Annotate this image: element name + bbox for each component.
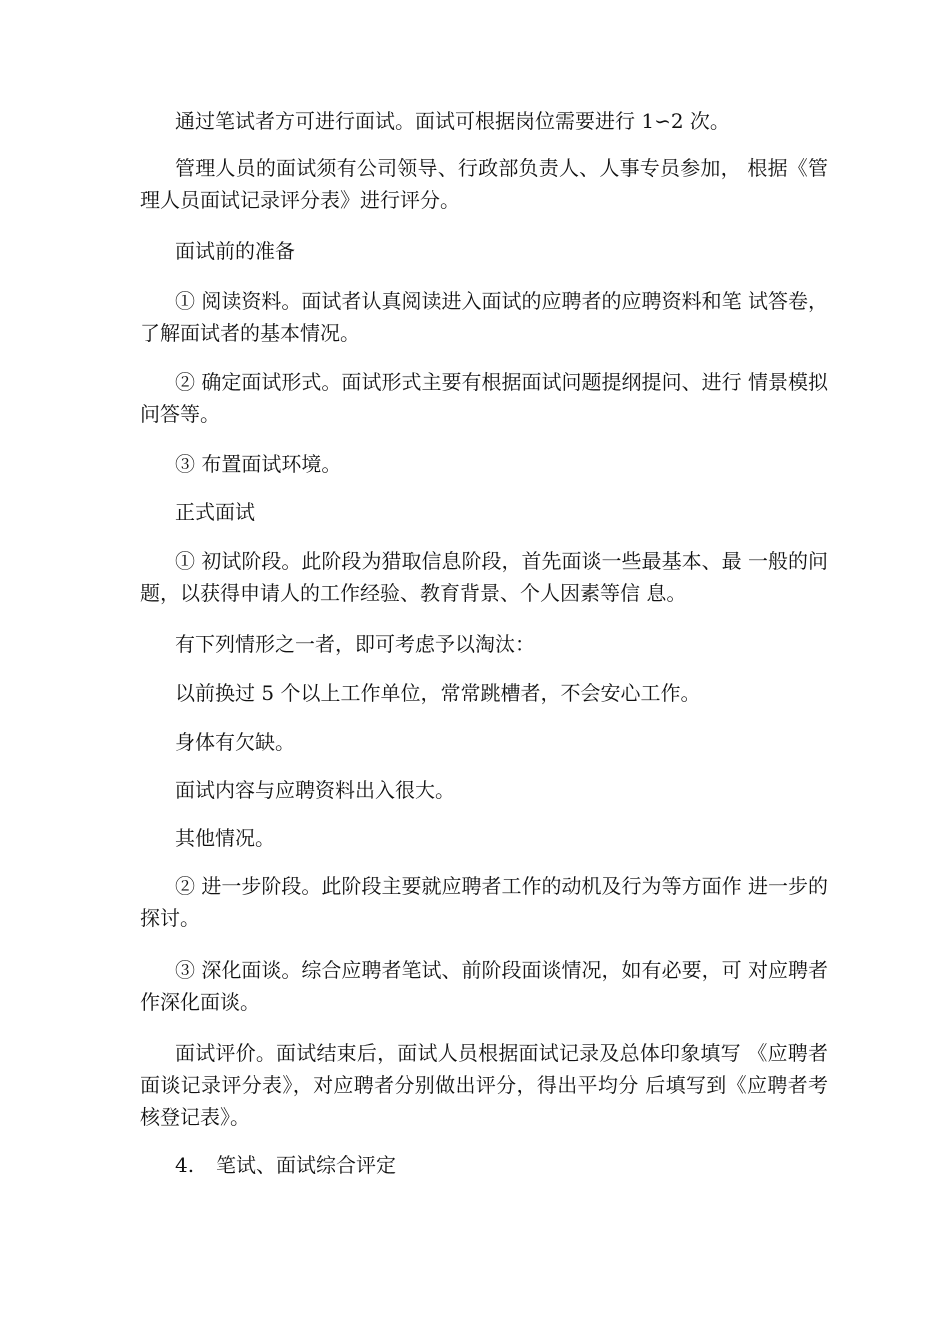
paragraph-job-hopping: 以前换过 5 个以上工作单位，常常跳槽者，不会安心工作。 xyxy=(175,681,701,705)
paragraph-content-mismatch: 面试内容与应聘资料出入很大。 xyxy=(175,778,455,802)
paragraph-physical-deficiency: 身体有欠缺。 xyxy=(175,730,295,754)
paragraph-determine-form: ② 确定面试形式。面试形式主要有根据面试问题提纲提问、进行 情景模拟问答等。 xyxy=(140,370,828,426)
paragraph-initial-stage: ① 初试阶段。此阶段为猎取信息阶段，首先面谈一些最基本、最 一般的问题，以获得申请人的工作经验、教育背景、个人因素等信 息。 xyxy=(140,549,828,605)
paragraph-deepening-interview: ③ 深化面谈。综合应聘者笔试、前阶段面谈情况，如有必要，可 对应聘者作深化面谈。 xyxy=(140,958,828,1014)
section-heading-4 xyxy=(175,1149,396,1181)
paragraph-read-materials: ① 阅读资料。面试者认真阅读进入面试的应聘者的应聘资料和笔 试答卷，了解面试者的基本情况。 xyxy=(140,289,828,345)
section-title: 笔试、面试综合评定 xyxy=(216,1153,396,1177)
paragraph-arrange-environment: ③ 布置面试环境。 xyxy=(175,452,342,476)
paragraph-interview-preparation: 面试前的准备 xyxy=(175,239,295,263)
paragraph-management-interview: 管理人员的面试须有公司领导、行政部负责人、人事专员参加， 根据《管理人员面试记录评分表》进行评分。 xyxy=(140,156,828,212)
paragraph-other-cases: 其他情况。 xyxy=(175,826,275,850)
paragraph-interview-evaluation: 面试评价。面试结束后，面试人员根据面试记录及总体印象填写 《应聘者面谈记录评分表》，对应聘者分别做出评分，得出平均分 后填写到《应聘者考核登记表》。 xyxy=(140,1041,828,1129)
paragraph-elimination-criteria: 有下列情形之一者，即可考虑予以淘汰： xyxy=(175,632,535,656)
paragraph-formal-interview: 正式面试 xyxy=(175,500,255,524)
paragraph-further-stage: ② 进一步阶段。此阶段主要就应聘者工作的动机及行为等方面作 进一步的探讨。 xyxy=(140,874,828,930)
paragraph-written-test-pass: 通过笔试者方可进行面试。面试可根据岗位需要进行 1∽2 次。 xyxy=(175,109,730,133)
section-number: 4. xyxy=(175,1153,195,1177)
